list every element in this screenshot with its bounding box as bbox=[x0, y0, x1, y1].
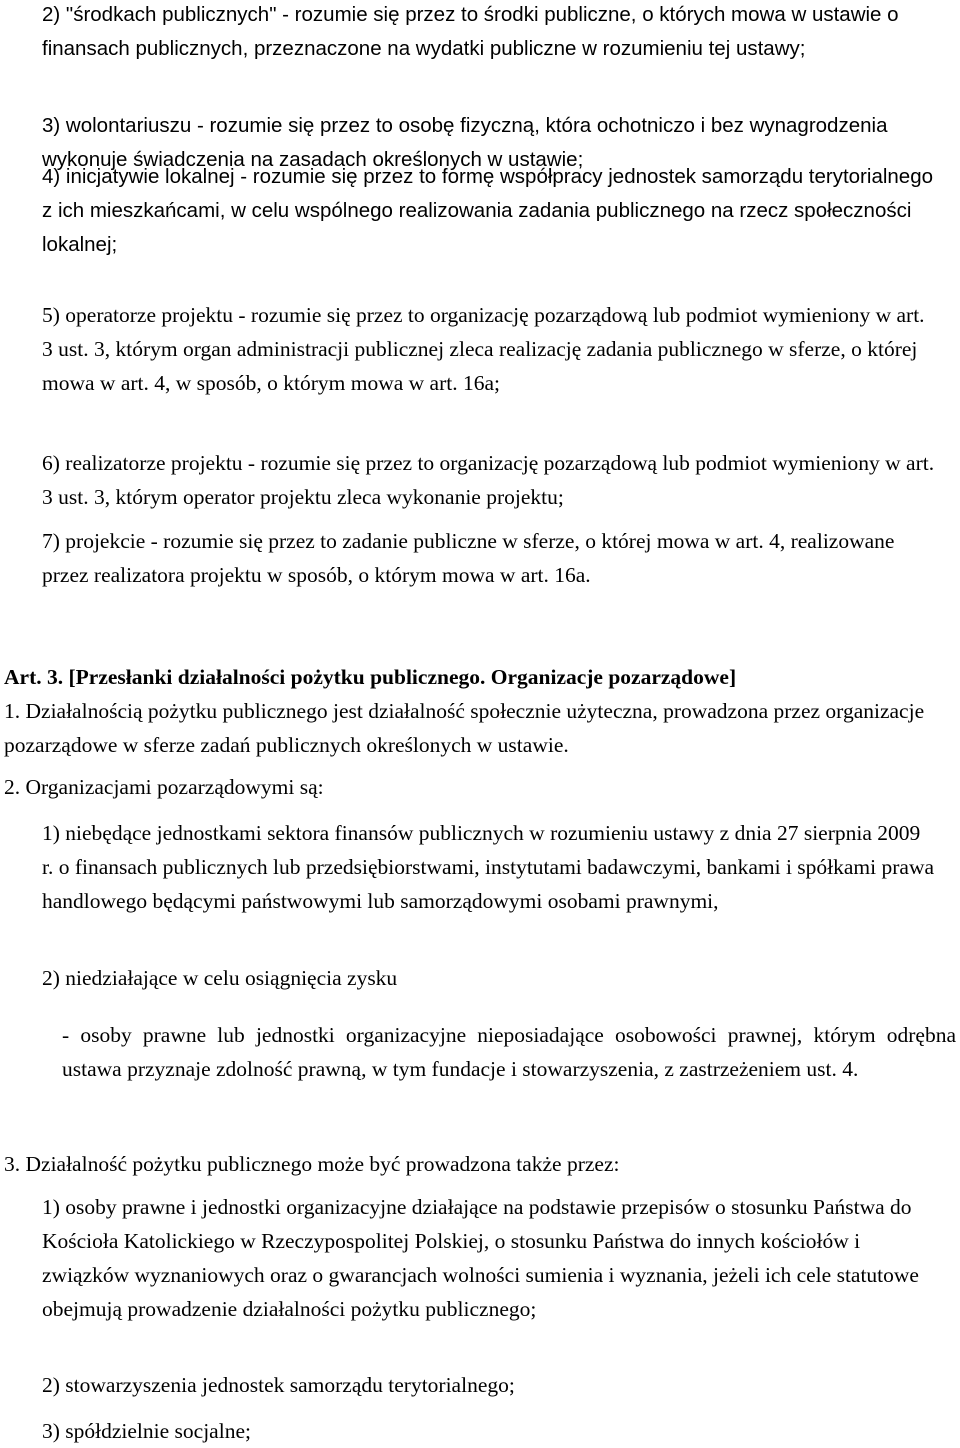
article-heading: Art. 3. [Przesłanki działalności pożytku publicznego. Organizacje pozarządowe] bbox=[4, 665, 737, 689]
paragraph-3-item-2: 2) stowarzyszenia jednostek samorządu terytorialnego; bbox=[42, 1373, 515, 1397]
definition-item-4: 4) inicjatywie lokalnej - rozumie się przez to formę współpracy jednostek samorządu terytorialnego z ich mieszkańcami, w celu wspólnego realizowania zadania publicznego na rzecz społeczności lokalnej; bbox=[42, 165, 933, 256]
article-paragraph-1: 1. Działalnością pożytku publicznego jest działalność społecznie użyteczna, prowadzona przez organizacje pozarządowe w sferze zadań publicznych określonych w ustawie. bbox=[4, 699, 925, 757]
definition-item-3: 3) wolontariuszu - rozumie się przez to osobę fizyczną, która ochotniczo i bez wynagrodzenia wykonuje świadczenia na zasadach określonych w ustawie; bbox=[42, 114, 888, 171]
article-paragraph-2: 2. Organizacjami pozarządowymi są: bbox=[4, 775, 324, 799]
paragraph-3-item-1: 1) osoby prawne i jednostki organizacyjne działające na podstawie przepisów o stosunku Państwa do Kościoła Katolickiego w Rzeczypospolitej Polskiej, o stosunku Państwa do innych kościołów i związków wyznaniowych oraz o gwarancjach wolności sumienia i wyznania, jeżeli ich cele statutowe obejmują prowadzenie działalności pożytku publicznego; bbox=[42, 1195, 919, 1321]
paragraph-3-item-3: 3) spółdzielnie socjalne; bbox=[42, 1419, 251, 1443]
paragraph-2-dash-item: - osoby prawne lub jednostki organizacyjne nieposiadające osobowości prawnej, którym odrębna ustawa przyznaje zdolność prawną, w tym fundacje i stowarzyszenia, z zastrzeżeniem ust. 4. bbox=[62, 1023, 956, 1081]
definition-item-5: 5) operatorze projektu - rozumie się przez to organizację pozarządową lub podmiot wymieniony w art. 3 ust. 3, którym organ administracji publicznej zleca realizację zadania publicznego w sferze, o której mowa w art. 4, w sposób, o którym mowa w art. 16a; bbox=[42, 303, 925, 395]
definition-item-2: 2) "środkach publicznych" - rozumie się przez to środki publiczne, o których mowa w ustawie o finansach publicznych, przeznaczone na wydatki publiczne w rozumieniu tej ustawy; bbox=[42, 3, 899, 60]
definition-item-6: 6) realizatorze projektu - rozumie się przez to organizację pozarządową lub podmiot wymieniony w art. 3 ust. 3, którym operator projektu zleca wykonanie projektu; bbox=[42, 451, 935, 509]
article-paragraph-3: 3. Działalność pożytku publicznego może być prowadzona także przez: bbox=[4, 1152, 620, 1176]
paragraph-2-item-1: 1) niebędące jednostkami sektora finansów publicznych w rozumieniu ustawy z dnia 27 sierpnia 2009 r. o finansach publicznych lub przedsiębiorstwami, instytutami badawczymi, bankami i spółkami prawa handlowego będącymi państwowymi lub samorządowymi osobami prawnymi, bbox=[42, 821, 935, 913]
paragraph-2-item-2: 2) niedziałające w celu osiągnięcia zysku bbox=[42, 966, 398, 990]
definition-item-7: 7) projekcie - rozumie się przez to zadanie publiczne w sferze, o której mowa w art. 4, realizowane przez realizatora projektu w sposób, o którym mowa w art. 16a. bbox=[42, 529, 895, 587]
